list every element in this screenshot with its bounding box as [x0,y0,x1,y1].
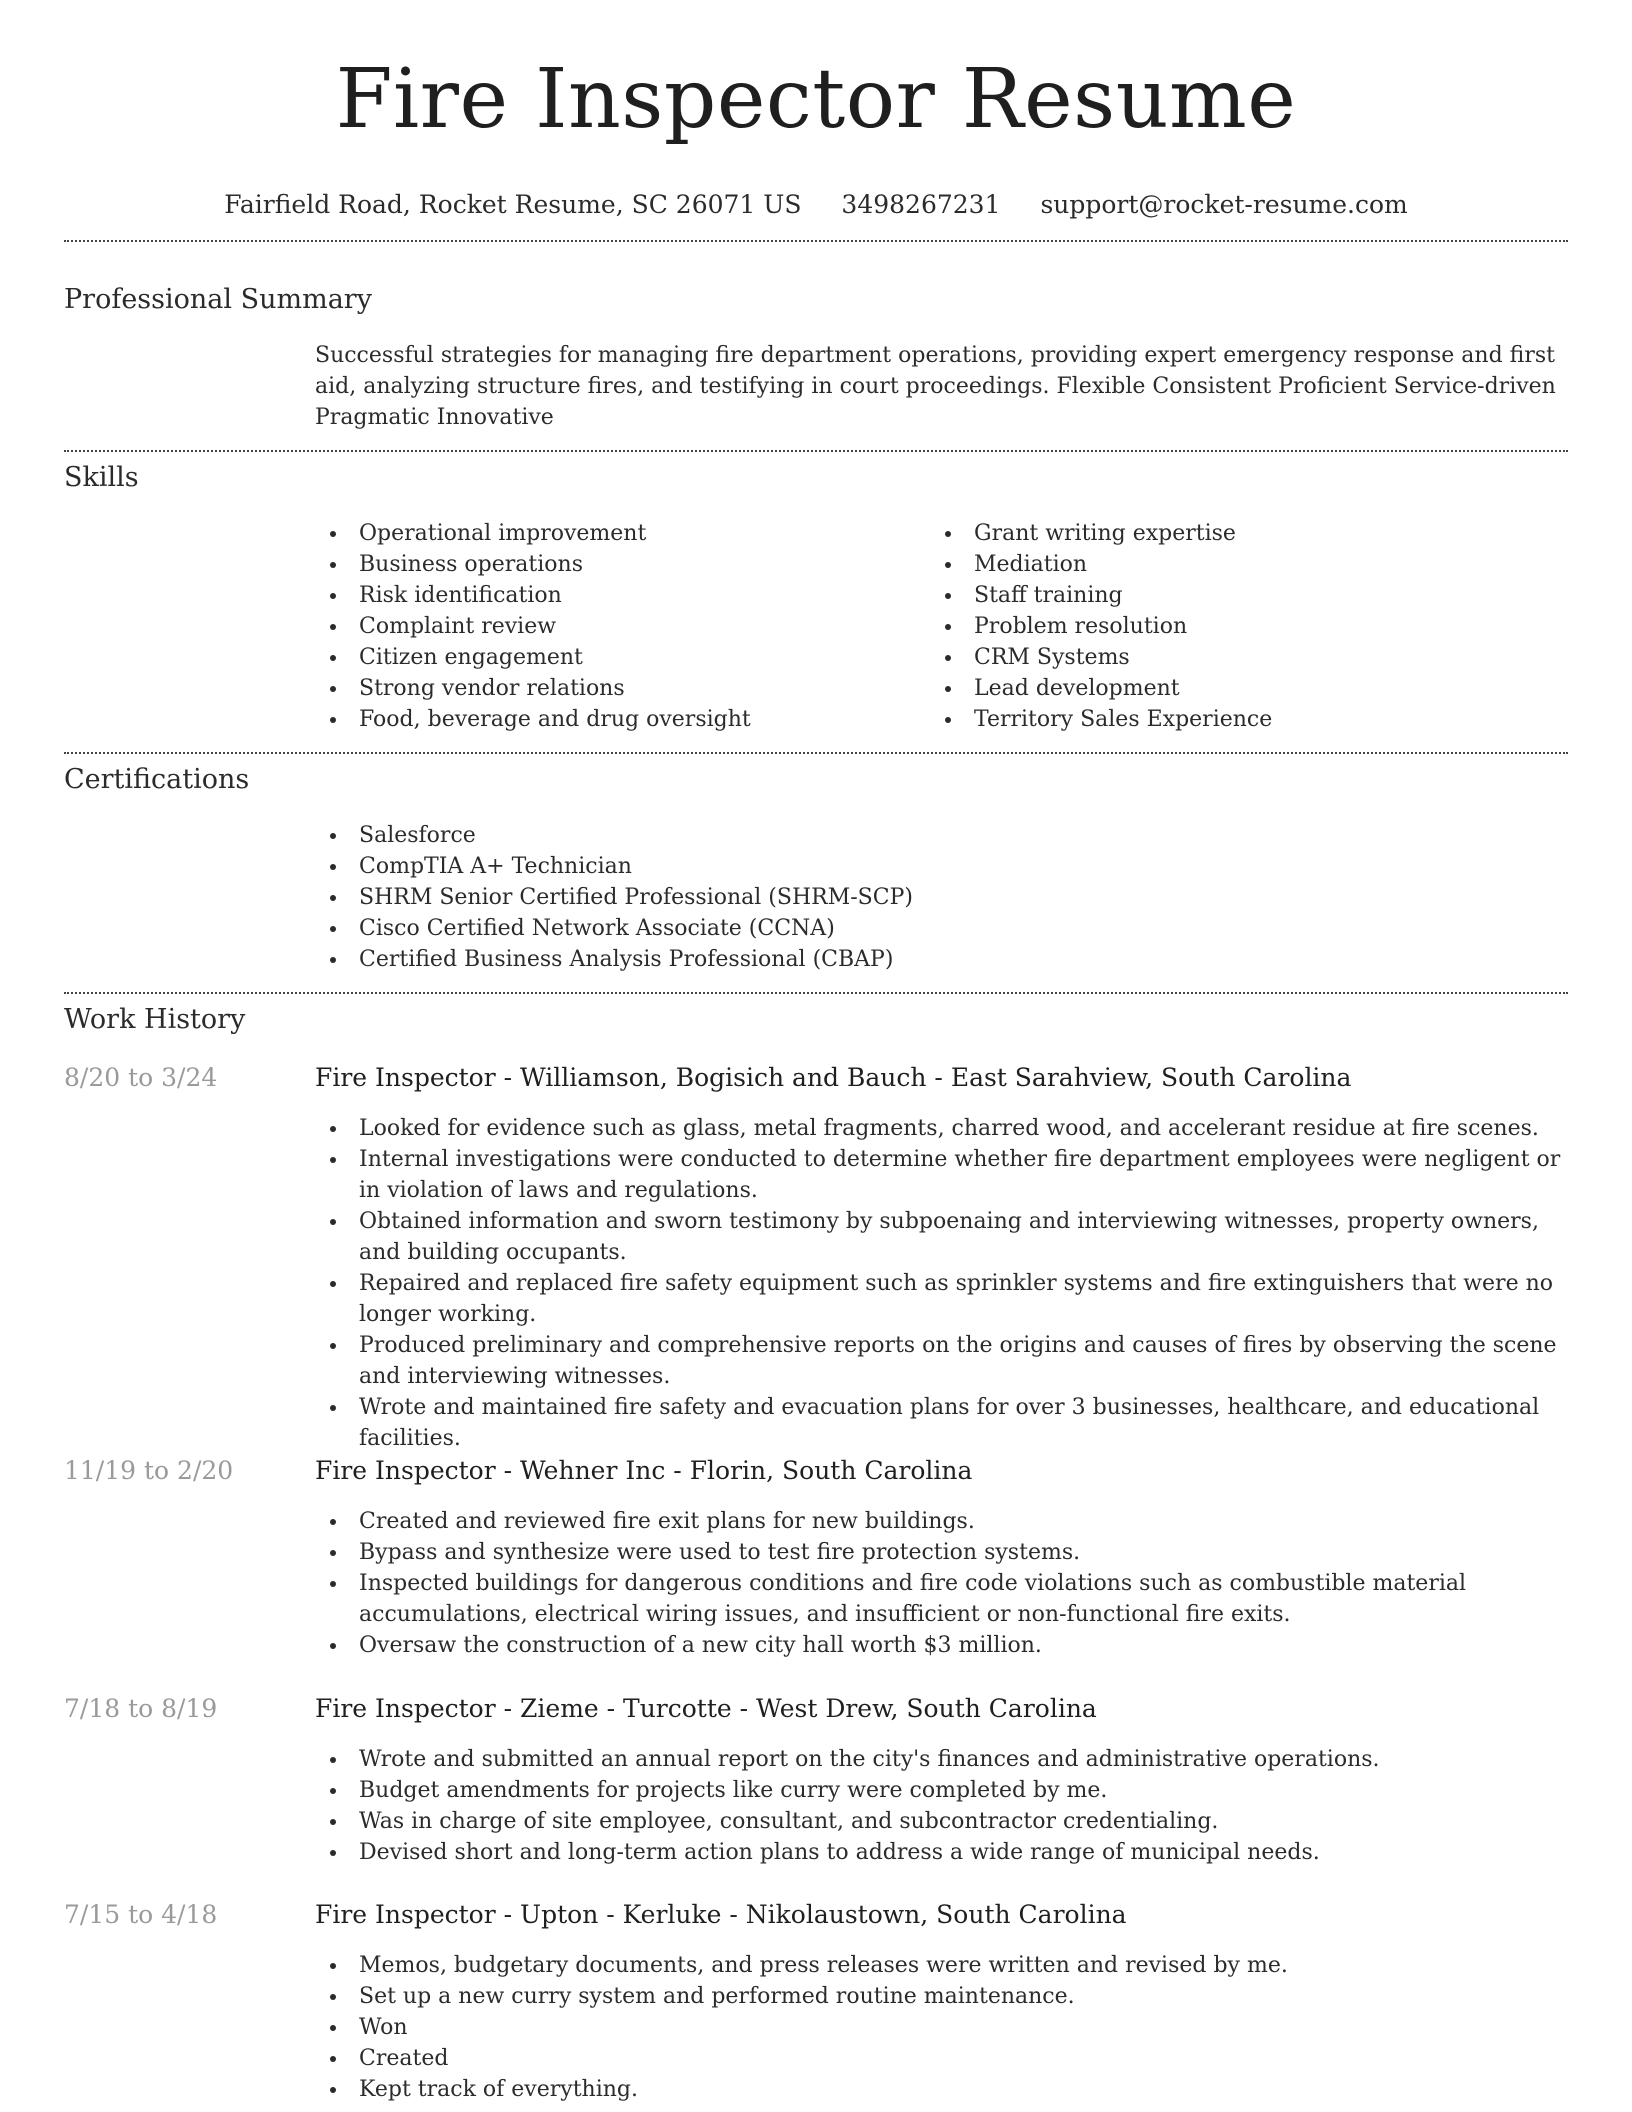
divider [64,752,1568,754]
list-item: Inspected buildings for dangerous conditions and fire code violations such as combustible material accumulations, electrical wiring issues, and insufficient or non-functional fire exits. [315,1568,1575,1630]
list-item: Risk identification [315,580,915,611]
list-item: Wrote and maintained fire safety and evacuation plans for over 3 businesses, healthcare, and educational facilities. [315,1392,1575,1454]
job-title: Fire Inspector - Wehner Inc - Florin, South Carolina [315,1456,973,1485]
list-item: Lead development [930,673,1550,704]
job-title: Fire Inspector - Upton - Kerluke - Nikolaustown, South Carolina [315,1900,1127,1929]
list-item: Territory Sales Experience [930,704,1550,735]
list-item: Kept track of everything. [315,2074,1575,2105]
list-item: Was in charge of site employee, consultant, and subcontractor credentialing. [315,1806,1575,1837]
list-item: Operational improvement [315,518,915,549]
list-item: Citizen engagement [315,642,915,673]
summary-text: Successful strategies for managing fire department operations, providing expert emergency response and first aid, analyzing structure fires, and testifying in court proceedings. Flexible Consistent Proficient Service-driven Pragmatic Innovative [315,343,1556,430]
job-title: Fire Inspector - Williamson, Bogisich and Bauch - East Sarahview, South Carolina [315,1063,1352,1092]
job-dates: 7/15 to 4/18 [64,1900,218,1929]
list-item: Internal investigations were conducted to determine whether fire department employees were negligent or in violation of laws and regulations. [315,1144,1575,1206]
list-item: Staff training [930,580,1550,611]
job-dates: 7/18 to 8/19 [64,1694,218,1723]
list-item: Cisco Certified Network Associate (CCNA) [315,913,1565,944]
list-item: Memos, budgetary documents, and press releases were written and revised by me. [315,1950,1575,1981]
summary-heading: Professional Summary [64,284,372,315]
list-item: Problem resolution [930,611,1550,642]
list-item: Salesforce [315,820,1565,851]
list-item: Business operations [315,549,915,580]
certifications-list [315,820,1565,975]
divider [64,240,1568,242]
skills-list-left [315,518,915,735]
job-bullets [315,1506,1575,1661]
job-dates: 8/20 to 3/24 [64,1063,218,1092]
list-item: Mediation [930,549,1550,580]
list-item: Created and reviewed fire exit plans for new buildings. [315,1506,1575,1537]
job-bullets [315,1744,1575,1868]
list-item: Set up a new curry system and performed routine maintenance. [315,1981,1575,2012]
list-item: Won [315,2012,1575,2043]
list-item: Bypass and synthesize were used to test fire protection systems. [315,1537,1575,1568]
contact-address: Fairfield Road, Rocket Resume, SC 26071 US [224,190,802,219]
certifications-heading: Certifications [64,764,250,795]
contact-phone: 3498267231 [841,190,1001,219]
list-item: Repaired and replaced fire safety equipment such as sprinkler systems and fire extinguishers that were no longer working. [315,1268,1575,1330]
list-item: CompTIA A+ Technician [315,851,1565,882]
list-item: Budget amendments for projects like curry were completed by me. [315,1775,1575,1806]
job-title: Fire Inspector - Zieme - Turcotte - West Drew, South Carolina [315,1694,1097,1723]
list-item: Strong vendor relations [315,673,915,704]
list-item: Grant writing expertise [930,518,1550,549]
list-item: Devised short and long-term action plans to address a wide range of municipal needs. [315,1837,1575,1868]
divider [64,992,1568,994]
list-item: CRM Systems [930,642,1550,673]
job-dates: 11/19 to 2/20 [64,1456,234,1485]
contact-line [0,190,1632,219]
job-bullets [315,1113,1575,1454]
list-item: Looked for evidence such as glass, metal fragments, charred wood, and accelerant residue at fire scenes. [315,1113,1575,1144]
list-item: SHRM Senior Certified Professional (SHRM-SCP) [315,882,1565,913]
list-item: Food, beverage and drug oversight [315,704,915,735]
list-item: Oversaw the construction of a new city hall worth $3 million. [315,1630,1575,1661]
list-item: Created [315,2043,1575,2074]
list-item: Complaint review [315,611,915,642]
list-item: Obtained information and sworn testimony by subpoenaing and interviewing witnesses, property owners, and building occupants. [315,1206,1575,1268]
resume-title: Fire Inspector Resume [335,52,1297,147]
skills-list-right [930,518,1550,735]
list-item: Produced preliminary and comprehensive reports on the origins and causes of fires by observing the scene and interviewing witnesses. [315,1330,1575,1392]
skills-heading: Skills [64,462,139,493]
divider [64,450,1568,452]
list-item: Wrote and submitted an annual report on the city's finances and administrative operations. [315,1744,1575,1775]
list-item: Certified Business Analysis Professional (CBAP) [315,944,1565,975]
work-history-heading: Work History [64,1004,246,1035]
job-bullets [315,1950,1575,2105]
contact-email: support@rocket-resume.com [1040,190,1408,219]
